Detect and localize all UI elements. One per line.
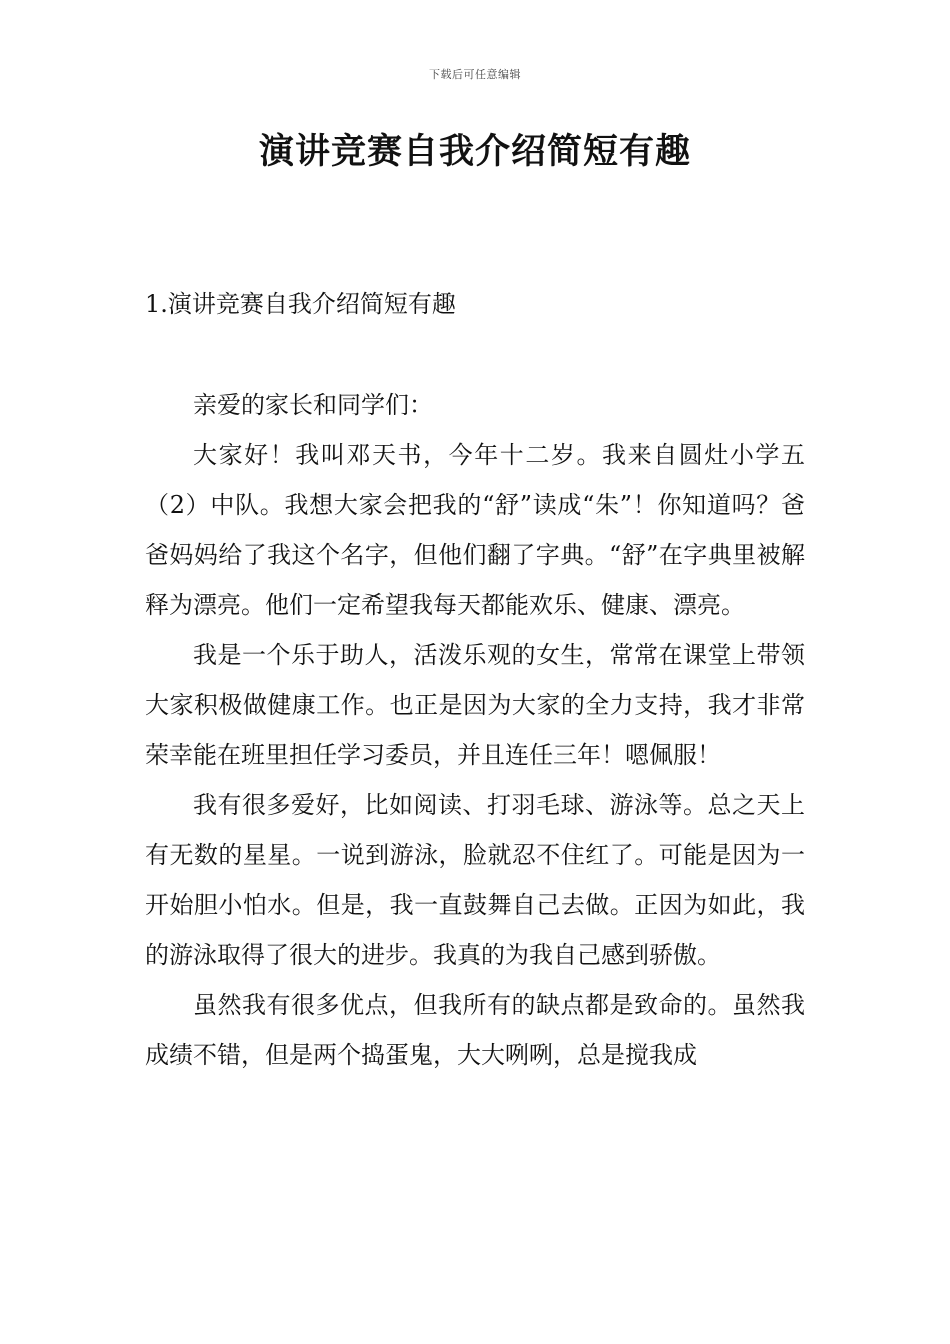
body-paragraph: 大家好！我叫邓天书，今年十二岁。我来自圆灶小学五（2）中队。我想大家会把我的“舒”读成“朱”！你知道吗？爸爸妈妈给了我这个名字，但他们翻了字典。“舒”在字典里被解释为漂亮。他们一定希望我每天都能欢乐、健康、漂亮。 <box>145 441 805 619</box>
body-paragraph: 我有很多爱好，比如阅读、打羽毛球、游泳等。总之天上有无数的星星。一说到游泳，脸就忍不住红了。可能是因为一开始胆小怕水。但是，我一直鼓舞自己去做。正因为如此，我的游泳取得了很大的进步。我真的为我自己感到骄傲。 <box>145 791 805 969</box>
body-paragraph: 我是一个乐于助人，活泼乐观的女生，常常在课堂上带领大家积极做健康工作。也正是因为大家的全力支持，我才非常荣幸能在班里担任学习委员，并且连任三年！嗯佩服！ <box>145 641 805 769</box>
body-text <box>145 380 805 1080</box>
salutation-paragraph: 亲爱的家长和同学们： <box>193 391 433 419</box>
section-heading: 1.演讲竞赛自我介绍简短有趣 <box>145 290 456 318</box>
document-title: 演讲竞赛自我介绍简短有趣 <box>258 132 691 172</box>
body-paragraph: 虽然我有很多优点，但我所有的缺点都是致命的。虽然我成绩不错，但是两个捣蛋鬼，大大咧咧，总是搅我成 <box>145 991 805 1069</box>
header-note: 下载后可任意编辑 <box>429 68 521 81</box>
